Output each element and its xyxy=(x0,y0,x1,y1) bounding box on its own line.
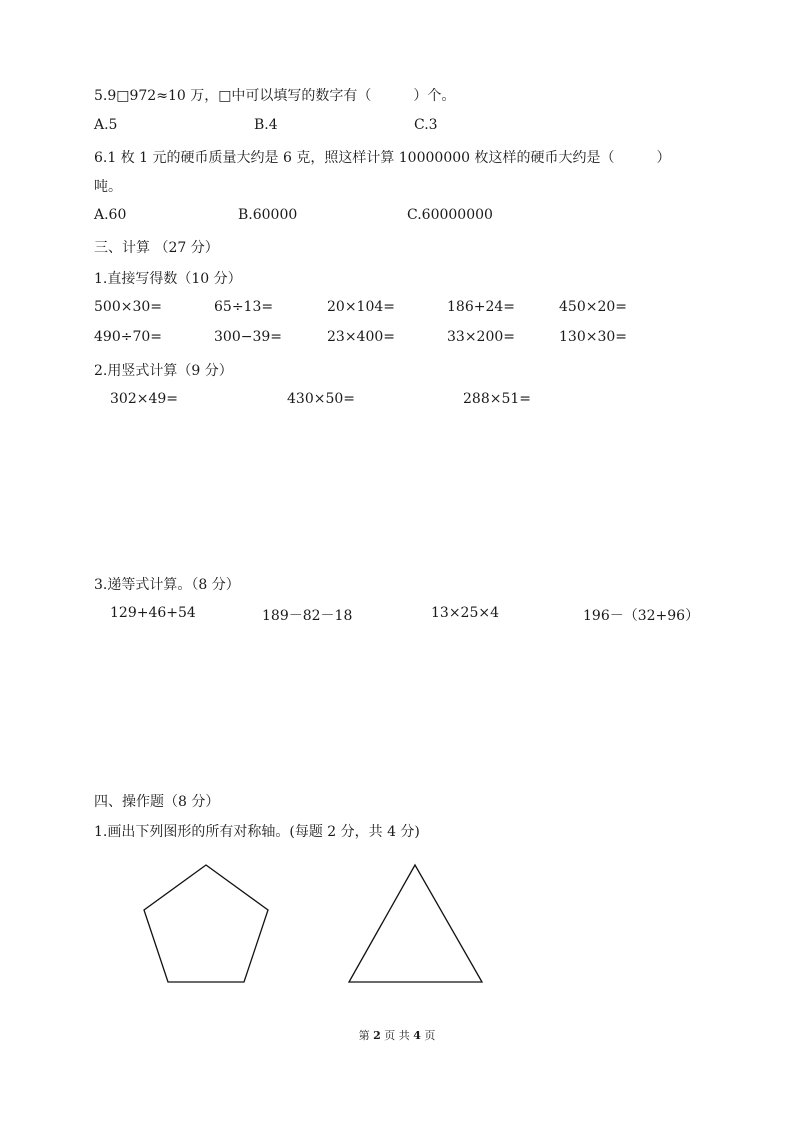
vertical-calc-items xyxy=(0,391,794,411)
footer-post: 页 xyxy=(424,1029,436,1042)
footer-page-number: 2 xyxy=(373,1029,381,1042)
question-5-stem: 5.9□972≈10 万，□中可以填写的数字有（ ）个。 xyxy=(94,88,456,104)
q6-option-b: B.60000 xyxy=(238,207,298,223)
q5-option-b: B.4 xyxy=(254,117,278,133)
oral-calc-row-1 xyxy=(0,299,794,319)
step-calc-item: 196－（32+96） xyxy=(583,608,700,624)
page-footer xyxy=(0,1027,794,1043)
footer-pre: 第 xyxy=(358,1029,370,1042)
section-3-part-3-title: 3.递等式计算。（8 分） xyxy=(94,577,240,593)
oral-calc-item: 450×20= xyxy=(559,299,627,315)
oral-calc-item: 130×30= xyxy=(559,329,627,345)
oral-calc-item: 20×104= xyxy=(327,299,395,315)
oral-calc-item: 186+24= xyxy=(447,299,515,315)
q5-option-a: A.5 xyxy=(94,117,118,133)
section-3-title: 三、计算 （27 分） xyxy=(94,240,219,256)
q6-option-c: C.60000000 xyxy=(407,207,493,223)
question-6-options xyxy=(0,207,794,227)
vertical-calc-item: 430×50= xyxy=(287,391,355,407)
footer-total-pages: 4 xyxy=(413,1029,421,1042)
section-4-part-1-title: 1.画出下列图形的所有对称轴。(每题 2 分，共 4 分) xyxy=(94,824,420,840)
question-5-options xyxy=(0,117,794,137)
section-4-title: 四、操作题（8 分） xyxy=(94,794,220,810)
question-6-stem-line1: 6.1 枚 1 元的硬币质量大约是 6 克，照这样计算 10000000 枚这样的硬币大约是（ ） xyxy=(94,150,671,166)
vertical-calc-item: 288×51= xyxy=(463,391,531,407)
oral-calc-item: 490÷70= xyxy=(94,329,162,345)
question-6-stem-line2: 吨。 xyxy=(94,179,122,195)
vertical-calc-item: 302×49= xyxy=(110,391,178,407)
step-calc-items xyxy=(0,605,794,625)
pentagon-figure xyxy=(144,865,268,982)
step-calc-item: 189－82－18 xyxy=(262,608,353,624)
q5-option-c: C.3 xyxy=(414,117,438,133)
step-calc-item: 129+46+54 xyxy=(110,605,196,621)
oral-calc-row-2 xyxy=(0,329,794,349)
triangle-figure xyxy=(349,865,482,982)
step-calc-item: 13×25×4 xyxy=(431,605,499,621)
q6-option-a: A.60 xyxy=(94,207,127,223)
section-3-part-2-title: 2.用竖式计算（9 分） xyxy=(94,363,233,379)
oral-calc-item: 65÷13= xyxy=(214,299,274,315)
footer-mid: 页 共 xyxy=(384,1029,410,1042)
oral-calc-item: 300−39= xyxy=(214,329,282,345)
symmetry-figures xyxy=(0,850,794,1000)
oral-calc-item: 23×400= xyxy=(327,329,395,345)
section-3-part-1-title: 1.直接写得数（10 分） xyxy=(94,271,242,287)
oral-calc-item: 33×200= xyxy=(447,329,515,345)
oral-calc-item: 500×30= xyxy=(94,299,162,315)
